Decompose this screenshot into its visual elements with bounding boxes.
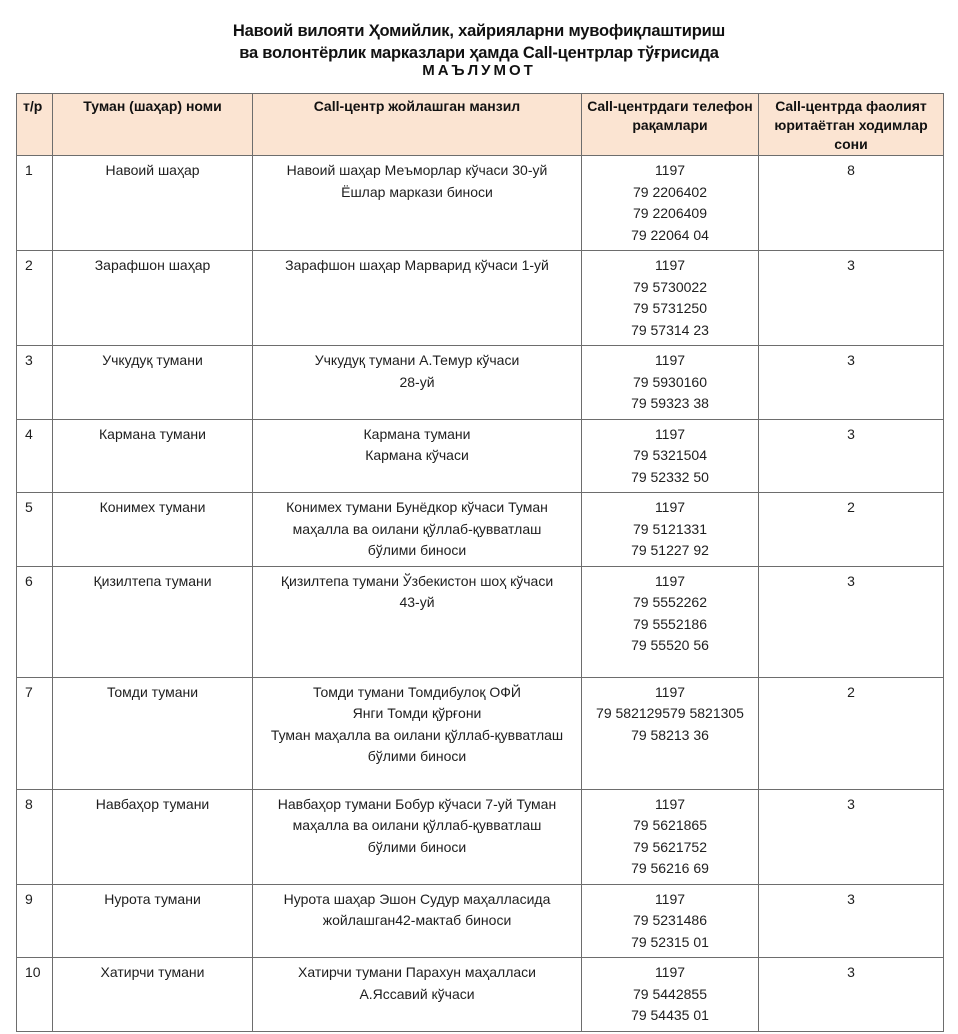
call-center-address: Зарафшон шаҳар Марварид кўчаси 1-уй bbox=[253, 251, 582, 346]
district-name: Хатирчи тумани bbox=[53, 958, 253, 1032]
staff-count: 3 bbox=[759, 346, 944, 420]
phone-numbers: 1197 79 5231486 79 52315 01 bbox=[582, 884, 759, 958]
header-staff-count: Call-центрда фаолият юритаётган ходимлар сони bbox=[759, 94, 944, 156]
phone-numbers: 1197 79 5930160 79 59323 38 bbox=[582, 346, 759, 420]
phone-numbers: 1197 79 5442855 79 54435 01 bbox=[582, 958, 759, 1032]
phone-numbers: 1197 79 5321504 79 52332 50 bbox=[582, 419, 759, 493]
phone-numbers: 1197 79 5621865 79 5621752 79 56216 69 bbox=[582, 789, 759, 884]
row-number: 3 bbox=[17, 346, 53, 420]
staff-count: 2 bbox=[759, 677, 944, 789]
table-row bbox=[17, 789, 944, 884]
phone-numbers: 1197 79 2206402 79 2206409 79 22064 04 bbox=[582, 156, 759, 251]
document-subtitle: МАЪЛУМОТ bbox=[422, 62, 536, 79]
call-center-address: Нурота шаҳар Эшон Судур маҳалласида жойлашган42-мактаб биноси bbox=[253, 884, 582, 958]
staff-count: 2 bbox=[759, 493, 944, 567]
phone-numbers: 1197 79 5730022 79 5731250 79 57314 23 bbox=[582, 251, 759, 346]
row-number: 1 bbox=[17, 156, 53, 251]
call-center-address: Учкудуқ тумани А.Темур кўчаси 28-уй bbox=[253, 346, 582, 420]
document-title-line-2: ва волонтёрлик марказлари ҳамда Call-центрлар тўғрисида bbox=[239, 44, 719, 62]
header-number: т/р bbox=[17, 94, 53, 156]
call-center-address: Конимех тумани Бунёдкор кўчаси Туман маҳалла ва оилани қўллаб-қувватлаш бўлими биноси bbox=[253, 493, 582, 567]
staff-count: 3 bbox=[759, 789, 944, 884]
district-name: Нурота тумани bbox=[53, 884, 253, 958]
district-name: Конимех тумани bbox=[53, 493, 253, 567]
district-name: Навоий шаҳар bbox=[53, 156, 253, 251]
staff-count: 3 bbox=[759, 884, 944, 958]
call-center-address: Томди тумани Томдибулоқ ОФЙ Янги Томди қўрғони Туман маҳалла ва оилани қўллаб-қувватлаш бўлими биноси bbox=[253, 677, 582, 789]
call-center-address: Кармана тумани Кармана кўчаси bbox=[253, 419, 582, 493]
district-name: Қизилтепа тумани bbox=[53, 566, 253, 677]
district-name: Учкудуқ тумани bbox=[53, 346, 253, 420]
row-number: 4 bbox=[17, 419, 53, 493]
document-title-block bbox=[0, 20, 958, 79]
header-phones: Call-центрдаги телефон рақамлари bbox=[582, 94, 759, 156]
header-address: Call-центр жойлашган манзил bbox=[253, 94, 582, 156]
table-body bbox=[17, 156, 944, 1032]
table-row bbox=[17, 566, 944, 677]
district-name: Кармана тумани bbox=[53, 419, 253, 493]
row-number: 2 bbox=[17, 251, 53, 346]
table-row bbox=[17, 884, 944, 958]
table-row bbox=[17, 958, 944, 1032]
table-row bbox=[17, 677, 944, 789]
call-center-address: Навоий шаҳар Меъморлар кўчаси 30-уй Ёшлар маркази биноси bbox=[253, 156, 582, 251]
table-row bbox=[17, 493, 944, 567]
phone-numbers: 1197 79 5552262 79 5552186 79 55520 56 bbox=[582, 566, 759, 677]
table-header bbox=[17, 94, 944, 156]
row-number: 8 bbox=[17, 789, 53, 884]
document-title-line-1: Навоий вилояти Ҳомийлик, хайрияларни мувофиқлаштириш bbox=[232, 22, 726, 40]
staff-count: 3 bbox=[759, 419, 944, 493]
district-name: Томди тумани bbox=[53, 677, 253, 789]
table-row bbox=[17, 419, 944, 493]
row-number: 7 bbox=[17, 677, 53, 789]
table-row bbox=[17, 346, 944, 420]
phone-numbers: 1197 79 5121331 79 51227 92 bbox=[582, 493, 759, 567]
row-number: 5 bbox=[17, 493, 53, 567]
call-center-address: Хатирчи тумани Парахун маҳалласи А.Яссавий кўчаси bbox=[253, 958, 582, 1032]
staff-count: 3 bbox=[759, 566, 944, 677]
call-center-address: Қизилтепа тумани Ўзбекистон шоҳ кўчаси 43-уй bbox=[253, 566, 582, 677]
row-number: 10 bbox=[17, 958, 53, 1032]
table-row bbox=[17, 251, 944, 346]
call-center-address: Навбаҳор тумани Бобур кўчаси 7-уй Туман маҳалла ва оилани қўллаб-қувватлаш бўлими биноси bbox=[253, 789, 582, 884]
district-name: Зарафшон шаҳар bbox=[53, 251, 253, 346]
phone-numbers: 1197 79 582129579 5821305 79 58213 36 bbox=[582, 677, 759, 789]
table-row bbox=[17, 156, 944, 251]
table-header-row bbox=[17, 94, 944, 156]
row-number: 6 bbox=[17, 566, 53, 677]
header-district-name: Туман (шаҳар) номи bbox=[53, 94, 253, 156]
staff-count: 3 bbox=[759, 251, 944, 346]
staff-count: 3 bbox=[759, 958, 944, 1032]
row-number: 9 bbox=[17, 884, 53, 958]
staff-count: 8 bbox=[759, 156, 944, 251]
district-name: Навбаҳор тумани bbox=[53, 789, 253, 884]
call-center-table bbox=[16, 93, 944, 1032]
